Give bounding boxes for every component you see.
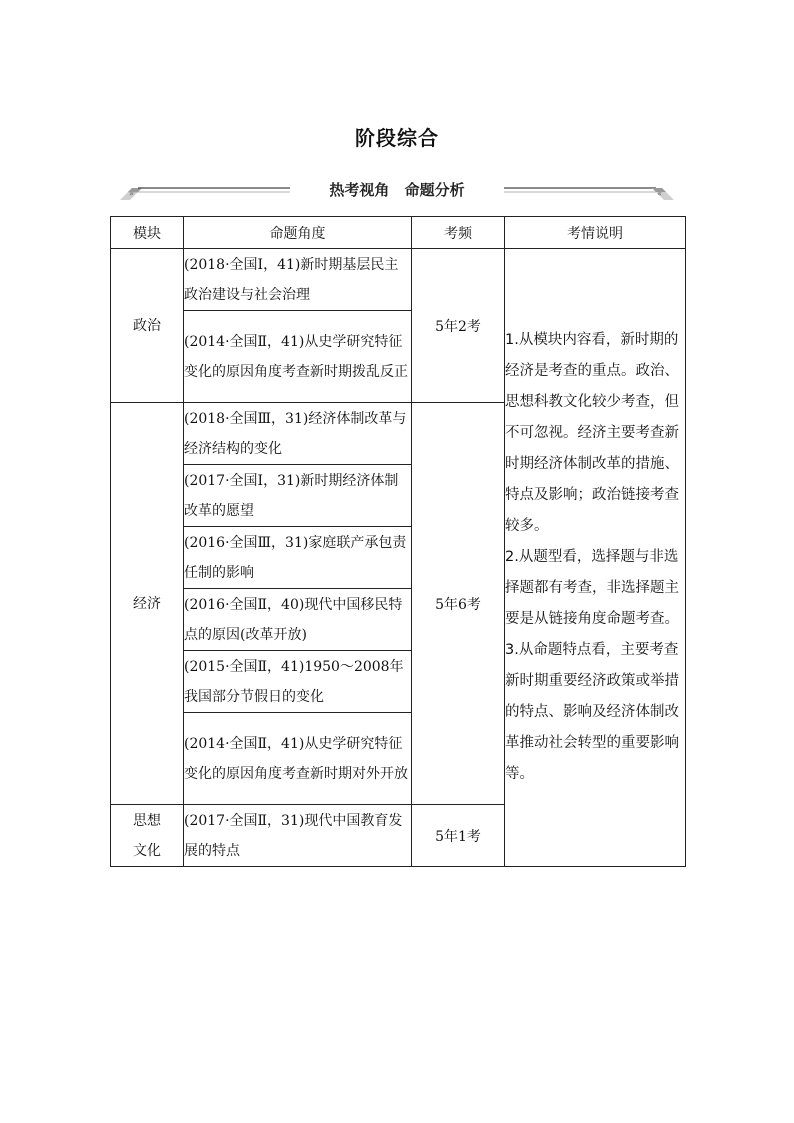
banner-title: 热考视角 命题分析 [290, 176, 504, 204]
frequency-cell-culture: 5年1考 [412, 805, 505, 867]
page-title: 阶段综合 [355, 126, 439, 150]
note-item: 1.从模块内容看，新时期的经济是考查的重点。政治、思想科教文化较少考查，但不可忽视。经济主要考查新时期经济体制改革的措施、特点及影响；政治链接考查较多。 [505, 332, 679, 534]
angle-cell: (2016·全国Ⅱ，40)现代中国移民特点的原因(改革开放) [184, 589, 412, 651]
svg-text:»: » [129, 189, 134, 198]
header-module: 模块 [111, 217, 184, 249]
frequency-cell-economy: 5年6考 [412, 403, 505, 805]
frequency-cell-politics: 5年2考 [412, 249, 505, 403]
angle-cell: (2017·全国Ⅰ，31)新时期经济体制改革的愿望 [184, 465, 412, 527]
table-row [111, 249, 686, 311]
table-header-row [111, 217, 686, 249]
exam-analysis-table [110, 216, 686, 867]
note-item: 2.从题型看，选择题与非选择题都有考查，非选择题主要是从链接角度命题考查。 [505, 549, 679, 627]
module-cell-economy: 经济 [111, 403, 184, 805]
header-notes: 考情说明 [505, 217, 686, 249]
angle-cell: (2016·全国Ⅲ，31)家庭联产承包责任制的影响 [184, 527, 412, 589]
banner-left-ornament [120, 188, 142, 200]
angle-cell: (2014·全国Ⅱ，41)从史学研究特征变化的原因角度考查新时期拨乱反正 [184, 311, 412, 403]
notes-cell [505, 249, 686, 867]
angle-cell: (2015·全国Ⅱ，41)1950～2008年我国部分节假日的变化 [184, 651, 412, 713]
header-angle: 命题角度 [184, 217, 412, 249]
note-item: 3.从命题特点看，主要考查新时期重要经济政策或举措的特点、影响及经济体制改革推动社会转型的重要影响等。 [505, 642, 679, 782]
angle-cell: (2018·全国Ⅲ，31)经济体制改革与经济结构的变化 [184, 403, 412, 465]
svg-text:«: « [657, 189, 662, 198]
banner-right-ornament [652, 188, 674, 200]
angle-cell: (2014·全国Ⅱ，41)从史学研究特征变化的原因角度考查新时期对外开放 [184, 713, 412, 805]
header-frequency: 考频 [412, 217, 505, 249]
module-cell-politics: 政治 [111, 249, 184, 403]
angle-cell: (2018·全国Ⅰ，41)新时期基层民主政治建设与社会治理 [184, 249, 412, 311]
angle-cell: (2017·全国Ⅱ，31)现代中国教育发展的特点 [184, 805, 412, 867]
module-cell-culture: 思想文化 [111, 805, 184, 867]
